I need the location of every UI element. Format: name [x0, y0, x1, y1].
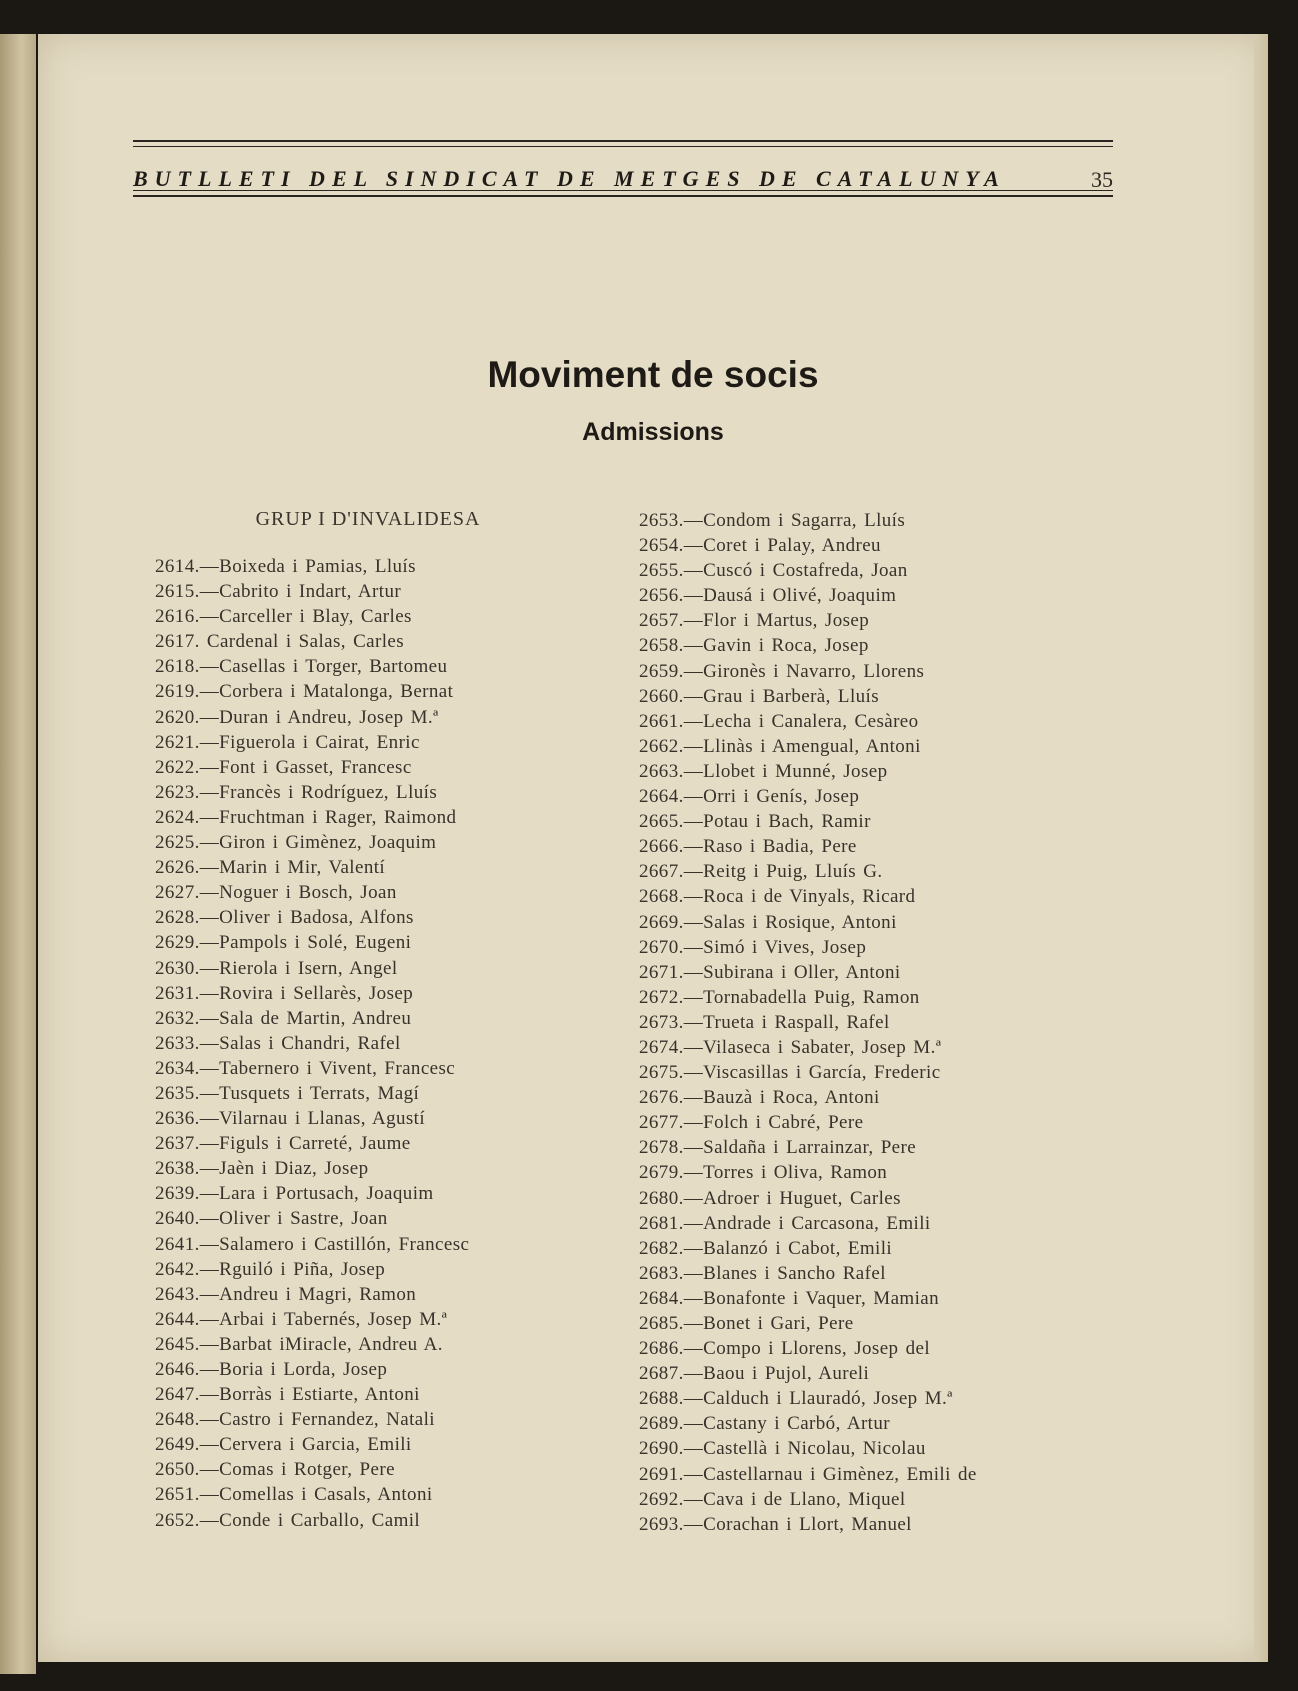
journal-title: BUTLLETI DEL SINDICAT DE METGES DE CATALUNYA	[133, 166, 1006, 191]
list-item: 2624.—Fruchtman i Rager, Raimond	[155, 806, 457, 828]
list-item: 2641.—Salamero i Castillón, Francesc	[155, 1233, 470, 1255]
list-item: 2657.—Flor i Martus, Josep	[639, 610, 870, 632]
admissions-list-left	[155, 554, 469, 1533]
running-header	[133, 140, 1113, 196]
list-item: 2648.—Castro i Fernandez, Natali	[155, 1409, 435, 1431]
list-item: 2682.—Balanzó i Cabot, Emili	[639, 1237, 893, 1259]
list-item: 2663.—Llobet i Munné, Josep	[639, 760, 888, 782]
header-rule-bottom	[133, 195, 1113, 197]
list-item: 2632.—Sala de Martin, Andreu	[155, 1007, 412, 1029]
list-item: 2686.—Compo i Llorens, Josep del	[639, 1338, 931, 1360]
list-item: 2651.—Comellas i Casals, Antoni	[155, 1484, 433, 1506]
list-item: 2649.—Cervera i Garcia, Emili	[155, 1434, 412, 1456]
list-item: 2675.—Viscasillas i García, Frederic	[639, 1062, 941, 1084]
list-item: 2659.—Gironès i Navarro, Llorens	[639, 660, 925, 682]
list-item: 2628.—Oliver i Badosa, Alfons	[155, 907, 414, 929]
list-item: 2680.—Adroer i Huguet, Carles	[639, 1187, 901, 1209]
list-item: 2683.—Blanes i Sancho Rafel	[639, 1262, 886, 1284]
list-item: 2653.—Condom i Sagarra, Lluís	[639, 510, 906, 531]
list-item: 2631.—Rovira i Sellarès, Josep	[155, 982, 414, 1004]
page-number: 35	[1091, 167, 1113, 192]
article-title: Moviment de socis	[487, 354, 819, 395]
header-rule-bottom-thin	[133, 190, 1113, 191]
list-item: 2614.—Boixeda i Pamias, Lluís	[155, 556, 416, 577]
list-item: 2672.—Tornabadella Puig, Ramon	[639, 986, 920, 1008]
list-item: 2673.—Trueta i Raspall, Rafel	[639, 1011, 890, 1033]
list-item: 2693.—Corachan i Llort, Manuel	[639, 1513, 912, 1535]
list-item: 2637.—Figuls i Carreté, Jaume	[155, 1133, 411, 1155]
list-item: 2650.—Comas i Rotger, Pere	[155, 1459, 395, 1481]
group-heading: GRUP I D'INVALIDESA	[255, 508, 481, 530]
list-item: 2677.—Folch i Cabré, Pere	[639, 1112, 864, 1134]
list-item: 2676.—Bauzà i Roca, Antoni	[639, 1087, 880, 1109]
list-item: 2646.—Boria i Lorda, Josep	[155, 1359, 388, 1380]
header-rule-top	[133, 140, 1113, 142]
article-subtitle: Admissions	[582, 418, 724, 446]
list-item: 2633.—Salas i Chandri, Rafel	[155, 1032, 401, 1054]
list-item: 2619.—Corbera i Matalonga, Bernat	[155, 681, 454, 703]
list-item: 2667.—Reitg i Puig, Lluís G.	[639, 861, 883, 883]
list-item: 2616.—Carceller i Blay, Carles	[155, 606, 412, 628]
list-item: 2656.—Dausá i Olivé, Joaquim	[639, 585, 897, 607]
list-item: 2620.—Duran i Andreu, Josep M.ª	[155, 706, 439, 728]
admissions-list-right	[639, 508, 977, 1537]
list-item: 2618.—Casellas i Torger, Bartomeu	[155, 656, 448, 678]
list-item: 2662.—Llinàs i Amengual, Antoni	[639, 735, 921, 757]
list-item: 2652.—Conde i Carballo, Camil	[155, 1509, 421, 1531]
list-item: 2669.—Salas i Rosique, Antoni	[639, 911, 897, 933]
list-item: 2621.—Figuerola i Cairat, Enric	[155, 731, 420, 753]
list-item: 2626.—Marin i Mir, Valentí	[155, 857, 386, 879]
list-item: 2670.—Simó i Vives, Josep	[639, 936, 867, 958]
list-item: 2685.—Bonet i Gari, Pere	[639, 1313, 854, 1334]
list-item: 2678.—Saldaña i Larrainzar, Pere	[639, 1137, 917, 1159]
list-item: 2668.—Roca i de Vinyals, Ricard	[639, 886, 916, 908]
page-edge-shadow	[1254, 34, 1268, 1662]
list-item: 2645.—Barbat iMiracle, Andreu A.	[155, 1333, 443, 1355]
list-item: 2691.—Castellarnau i Gimènez, Emili de	[639, 1463, 977, 1485]
list-item: 2636.—Vilarnau i Llanas, Agustí	[155, 1108, 426, 1130]
header-rule-top-thin	[133, 146, 1113, 147]
left-page-edge	[0, 34, 36, 1674]
list-item: 2627.—Noguer i Bosch, Joan	[155, 882, 397, 904]
list-item: 2629.—Pampols i Solé, Eugeni	[155, 932, 412, 954]
list-item: 2622.—Font i Gasset, Francesc	[155, 756, 412, 778]
list-item: 2625.—Giron i Gimènez, Joaquim	[155, 832, 437, 854]
list-item: 2692.—Cava i de Llano, Miquel	[639, 1488, 906, 1510]
list-item: 2661.—Lecha i Canalera, Cesàreo	[639, 710, 919, 732]
list-item: 2639.—Lara i Portusach, Joaquim	[155, 1183, 434, 1205]
list-item: 2638.—Jaèn i Diaz, Josep	[155, 1158, 369, 1180]
list-item: 2642.—Rguiló i Piña, Josep	[155, 1258, 386, 1280]
list-item: 2634.—Tabernero i Vivent, Francesc	[155, 1057, 456, 1079]
list-item: 2635.—Tusquets i Terrats, Magí	[155, 1082, 420, 1104]
list-item: 2687.—Baou i Pujol, Aureli	[639, 1363, 870, 1385]
list-item: 2671.—Subirana i Oller, Antoni	[639, 961, 901, 983]
list-item: 2617. Cardenal i Salas, Carles	[155, 631, 405, 653]
list-item: 2681.—Andrade i Carcasona, Emili	[639, 1212, 931, 1234]
list-item: 2684.—Bonafonte i Vaquer, Mamian	[639, 1287, 939, 1309]
list-item: 2643.—Andreu i Magri, Ramon	[155, 1283, 417, 1305]
list-item: 2640.—Oliver i Sastre, Joan	[155, 1208, 388, 1230]
list-item: 2689.—Castany i Carbó, Artur	[639, 1413, 890, 1435]
document-page	[38, 34, 1268, 1662]
list-item: 2644.—Arbai i Tabernés, Josep M.ª	[155, 1308, 448, 1330]
list-item: 2654.—Coret i Palay, Andreu	[639, 535, 881, 557]
list-item: 2688.—Calduch i Llauradó, Josep M.ª	[639, 1388, 953, 1410]
list-item: 2660.—Grau i Barberà, Lluís	[639, 685, 879, 707]
list-item: 2655.—Cuscó i Costafreda, Joan	[639, 560, 908, 582]
list-item: 2666.—Raso i Badia, Pere	[639, 836, 857, 858]
list-item: 2658.—Gavin i Roca, Josep	[639, 635, 869, 657]
list-item: 2647.—Borràs i Estiarte, Antoni	[155, 1384, 420, 1406]
list-item: 2664.—Orri i Genís, Josep	[639, 786, 860, 808]
list-item: 2679.—Torres i Oliva, Ramon	[639, 1162, 888, 1184]
list-item: 2615.—Cabrito i Indart, Artur	[155, 581, 402, 603]
list-item: 2665.—Potau i Bach, Ramir	[639, 811, 871, 833]
list-item: 2630.—Rierola i Isern, Angel	[155, 957, 398, 979]
list-item: 2623.—Francès i Rodríguez, Lluís	[155, 781, 438, 803]
list-item: 2674.—Vilaseca i Sabater, Josep M.ª	[639, 1036, 942, 1058]
list-item: 2690.—Castellà i Nicolau, Nicolau	[639, 1438, 926, 1460]
